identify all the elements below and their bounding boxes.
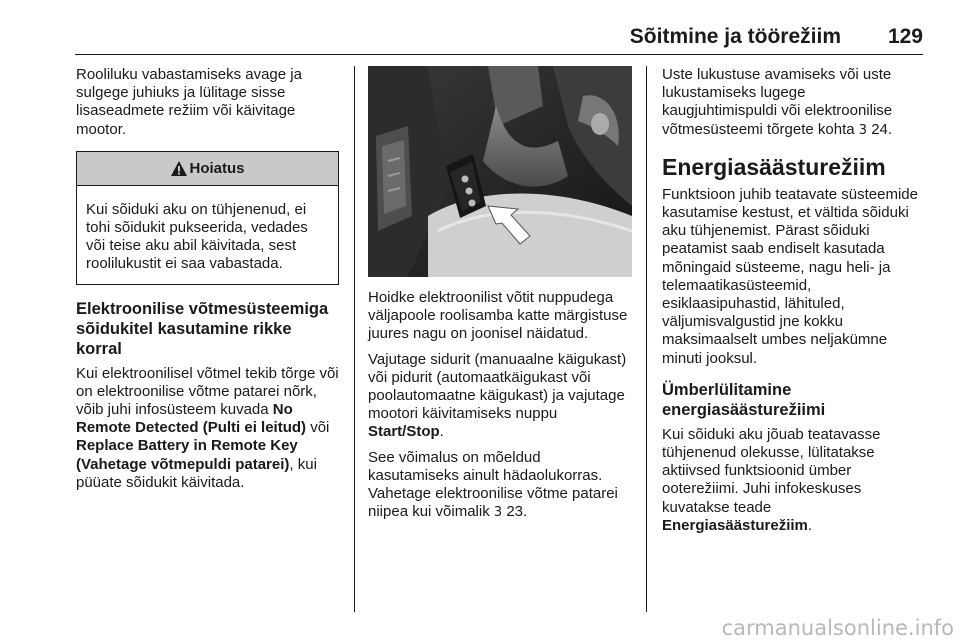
energy-saving-paragraph: Funktsioon juhib teatavate süsteemide kasutamise kestust, et vältida sõiduki aku tühjenemist. Pärast sõiduki peatamist saab endiselt kasutada mõningaid süsteeme, nagu heli- ja telemaatikasüsteemid, esiklaasipuhastid, lähituled, väljumisvalgustid jne kokku maksimaalselt umbes neljakümne minuti jooksul. [662, 185, 918, 367]
switch-paragraph [662, 426, 924, 535]
column-divider [354, 66, 355, 612]
text-run: . [439, 423, 444, 441]
energy-message-label: Energiasäästurežiim [662, 516, 808, 534]
energy-saving-heading: Energiasäästurežiim [662, 153, 886, 180]
text-run: See võimalus on mõeldud kasutamiseks ainult hädaolukorras. Vahetage elektroonilise võtme patarei niipea kui võimalik [368, 448, 618, 521]
warning-title: Hoiatus [189, 159, 245, 177]
text-run: Uste lukustuse avamiseks või uste lukustamiseks lugege kaugjuhtimispuldi või elektroonilise võtmesüsteemi tõrgete kohta [662, 66, 893, 138]
column-right [662, 66, 924, 542]
warning-body [77, 186, 338, 284]
page-ref-arrow-icon: 3 [858, 122, 868, 138]
text-run: , kui püüate sõidukit käivitada. [76, 455, 317, 491]
text-run: Vajutage sidurit (manuaalne käigukast) või pidurit (automaatkäigukast või poolautomaatne käigukast) ja vajutage mootori käivitamiseks nuppu [368, 350, 627, 423]
text-run: Kui elektroonilisel võtmel tekib tõrge või on elektroonilise võtme patarei nõrk, võib juhi infosüsteem kuvada [76, 364, 339, 419]
steering-column-illustration [368, 66, 632, 277]
chapter-title: Sõitmine ja töörežiim [629, 25, 841, 48]
message-replace-battery: Replace Battery in Remote Key (Vahetage võtmepuldi patarei) [76, 437, 298, 473]
text-run: . [887, 120, 893, 138]
warning-header [77, 152, 338, 186]
warning-icon [170, 160, 188, 177]
text-run: . [523, 503, 528, 521]
watermark: carmanualsonline.info [721, 616, 954, 640]
hold-key-paragraph: Hoidke elektroonilist võtit nuppudega väljapoole roolisamba katte märgistuse juures nagu on joonisel näidatud. [368, 289, 628, 343]
failure-paragraph [76, 365, 339, 492]
text-run: . [807, 516, 813, 534]
emergency-paragraph [368, 449, 634, 523]
column-left [76, 66, 339, 499]
page-ref-link[interactable]: 24 [871, 120, 888, 138]
text-run: või [306, 419, 330, 437]
message-no-remote: No Remote Detected (Pulti ei leitud) [76, 401, 307, 437]
intro-paragraph: Rooliluku vabastamiseks avage ja sulgege juhiuks ja lülitage sisse lisaseadmete režiim või käivitage mootor. [76, 66, 302, 138]
page-number: 129 [887, 25, 923, 48]
press-start-paragraph [368, 351, 634, 442]
column-middle [368, 66, 634, 529]
switch-heading: Ümberlülitamine energiasäästurežiimi [662, 380, 826, 419]
column-divider [646, 66, 647, 612]
start-stop-label: Start/Stop [368, 423, 440, 441]
page-header [75, 22, 923, 55]
warning-box [76, 151, 339, 285]
steering-column-photo [368, 66, 632, 277]
warning-text: Kui sõiduki aku on tühjenenud, ei tohi sõidukit pukseerida, vedades või teise aku abil käivitada, sest roolilukustit ei saa vabastada. [86, 200, 308, 273]
page-ref-arrow-icon: 3 [493, 505, 503, 521]
unlock-paragraph [662, 66, 924, 140]
text-run: Kui sõiduki aku jõuab teatavasse tühjenenud olekusse, lülitatakse aktiivsed funktsioonid ümber ooterežiimi. Juhi infokeskuses kuvatakse teade [662, 425, 881, 516]
section-heading: Elektroonilise võtmesüsteemiga sõidukitel kasutamine rikke korral [76, 299, 329, 358]
page-ref-link[interactable]: 23 [506, 503, 524, 521]
